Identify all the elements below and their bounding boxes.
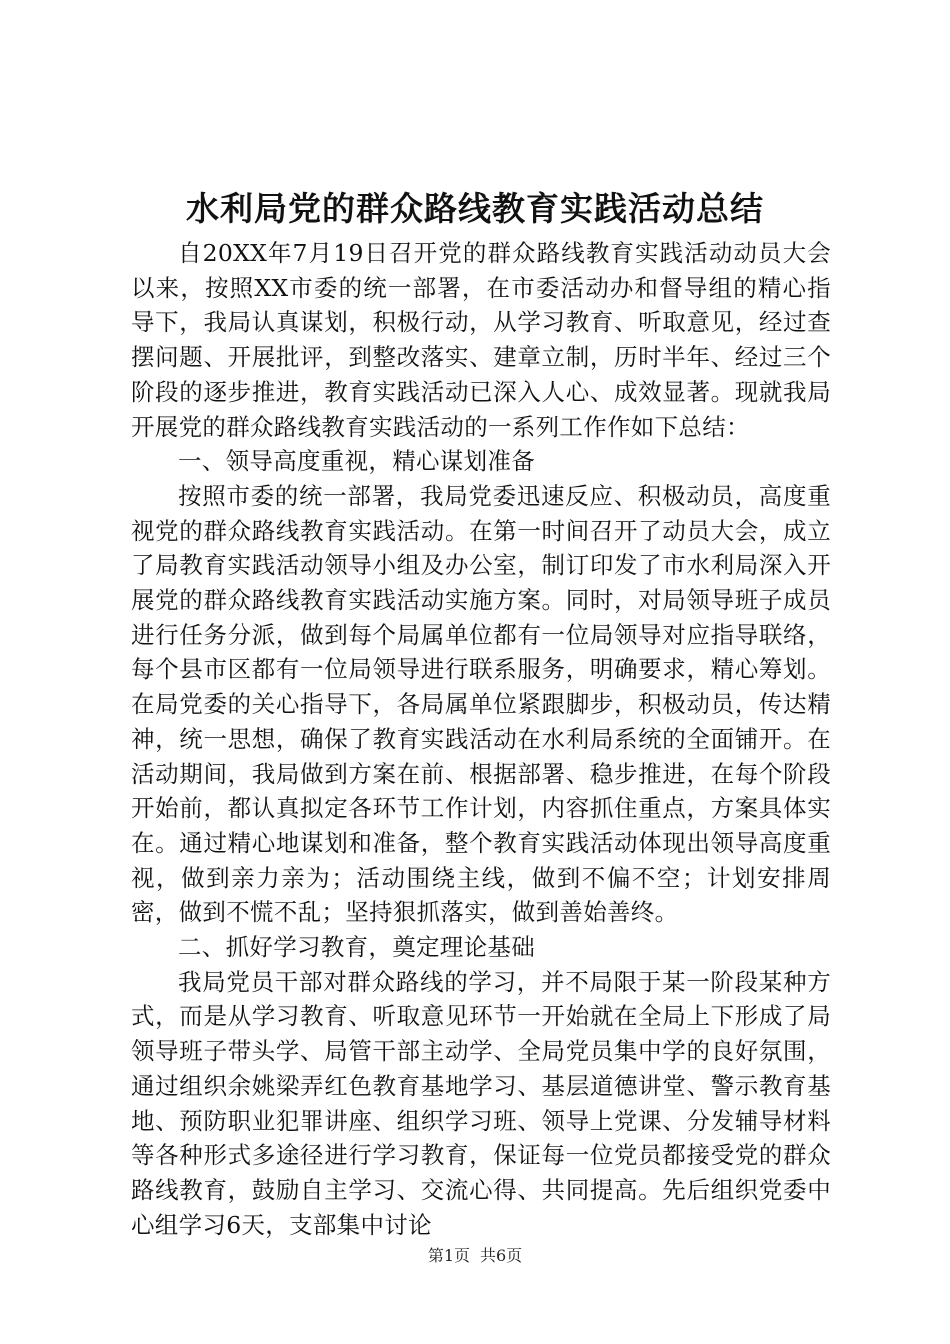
section-1-paragraph: 按照市委的统一部署，我局党委迅速反应、积极动员，高度重视党的群众路线教育实践活动。在第一时间召开了动员大会，成立了局教育实践活动领导小组及办公室，制订印发了市水利局深入开展党的群众路线教育实践活动实施方案。同时，对局领导班子成员进行任务分派，做到每个局属单位都有一位局领导对应指导联络，每个县市区都有一位局领导进行联系服务，明确要求，精心筹划。在局党委的关心指导下，各局属单位紧跟脚步，积极动员，传达精神，统一思想，确保了教育实践活动在水利局系统的全面铺开。在活动期间，我局做到方案在前、根据部署、稳步推进，在每个阶段开始前，都认真拟定各环节工作计划，内容抓住重点，方案具体实在。通过精心地谋划和准备，整个教育实践活动体现出领导高度重视，做到亲力亲为；活动围绕主线，做到不偏不空；计划安排周密，做到不慌不乱；坚持狠抓落实，做到善始善终。 <box>131 481 831 927</box>
page-total: 共6页 <box>480 1246 523 1265</box>
page-footer <box>0 1244 950 1268</box>
section-heading-2: 二、抓好学习教育，奠定理论基础 <box>178 933 535 962</box>
document-title: 水利局党的群众路线教育实践活动总结 <box>186 189 764 228</box>
intro-paragraph: 自20XX年7月19日召开党的群众路线教育实践活动动员大会以来，按照XX市委的统一部署，在市委活动办和督导组的精心指导下，我局认真谋划，积极行动，从学习教育、听取意见，经过查摆问题、开展批评，到整改落实、建章立制，历时半年、经过三个阶段的逐步推进，教育实践活动已深入人心、成效显著。现就我局开展党的群众路线教育实践活动的一系列工作作如下总结： <box>131 239 831 441</box>
section-heading-1: 一、领导高度重视，精心谋划准备 <box>178 447 535 476</box>
section-2-paragraph: 我局党员干部对群众路线的学习，并不局限于某一阶段某种方式，而是从学习教育、听取意见环节一开始就在全局上下形成了局领导班子带头学、局管干部主动学、全局党员集中学的良好氛围，通过组织余姚梁弄红色教育基地学习、基层道德讲堂、警示教育基地、预防职业犯罪讲座、组织学习班、领导上党课、分发辅导材料等各种形式多途径进行学习教育，保证每一位党员都接受党的群众路线教育，鼓励自主学习、交流心得、共同提高。先后组织党委中心组学习6天，支部集中讨论 <box>131 967 831 1239</box>
document-body <box>131 236 831 1242</box>
page-number: 第1页 <box>427 1246 470 1265</box>
